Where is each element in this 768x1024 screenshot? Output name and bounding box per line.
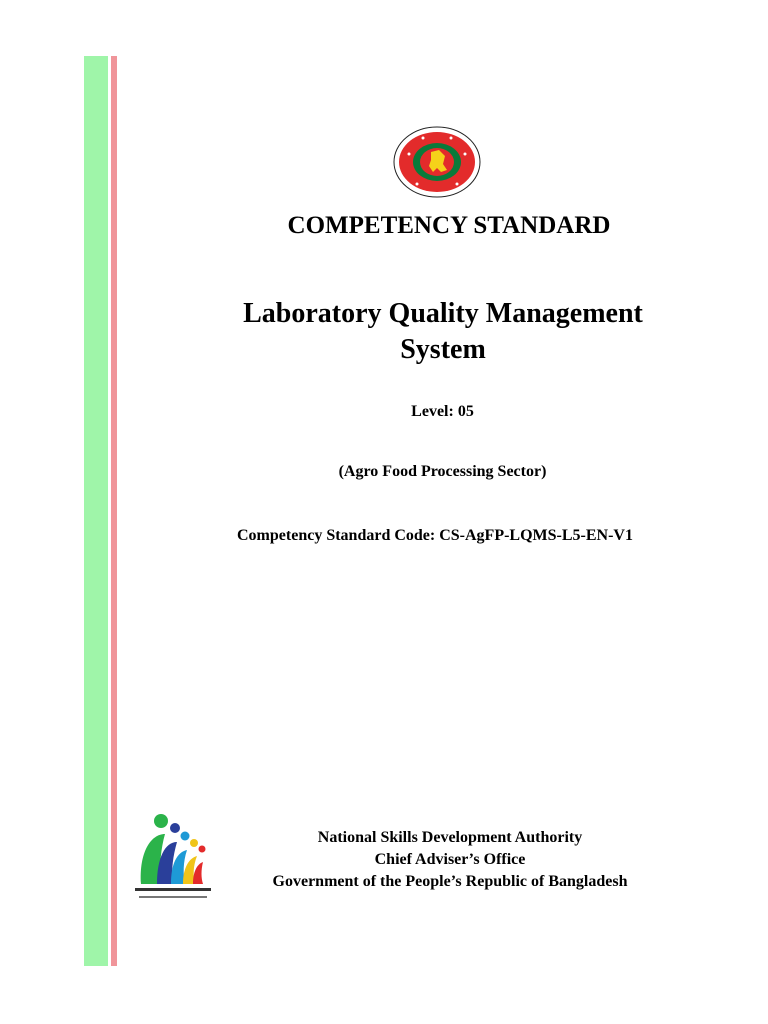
title-line-1: Laboratory Quality Management: [243, 298, 643, 329]
pink-border-bar: [111, 56, 117, 966]
standard-code-text: Competency Standard Code: CS-AgFP-LQMS-L5-EN-V1: [237, 527, 633, 544]
authority-line-1: National Skills Development Authority: [317, 829, 583, 846]
document-title: [118, 296, 768, 368]
authority-line-2: Chief Adviser’s Office: [374, 851, 526, 868]
level-text: Level: 05: [411, 403, 474, 420]
nsda-logo-icon: [133, 812, 215, 904]
issuing-authority: [230, 827, 670, 893]
authority-line-3: Government of the People’s Republic of Bangladesh: [272, 873, 628, 890]
green-border-bar: [84, 56, 108, 966]
bangladesh-government-seal-icon: [393, 126, 481, 198]
document-heading: COMPETENCY STANDARD: [287, 212, 611, 239]
sector-text: (Agro Food Processing Sector): [338, 463, 547, 480]
title-line-2: System: [400, 334, 486, 365]
